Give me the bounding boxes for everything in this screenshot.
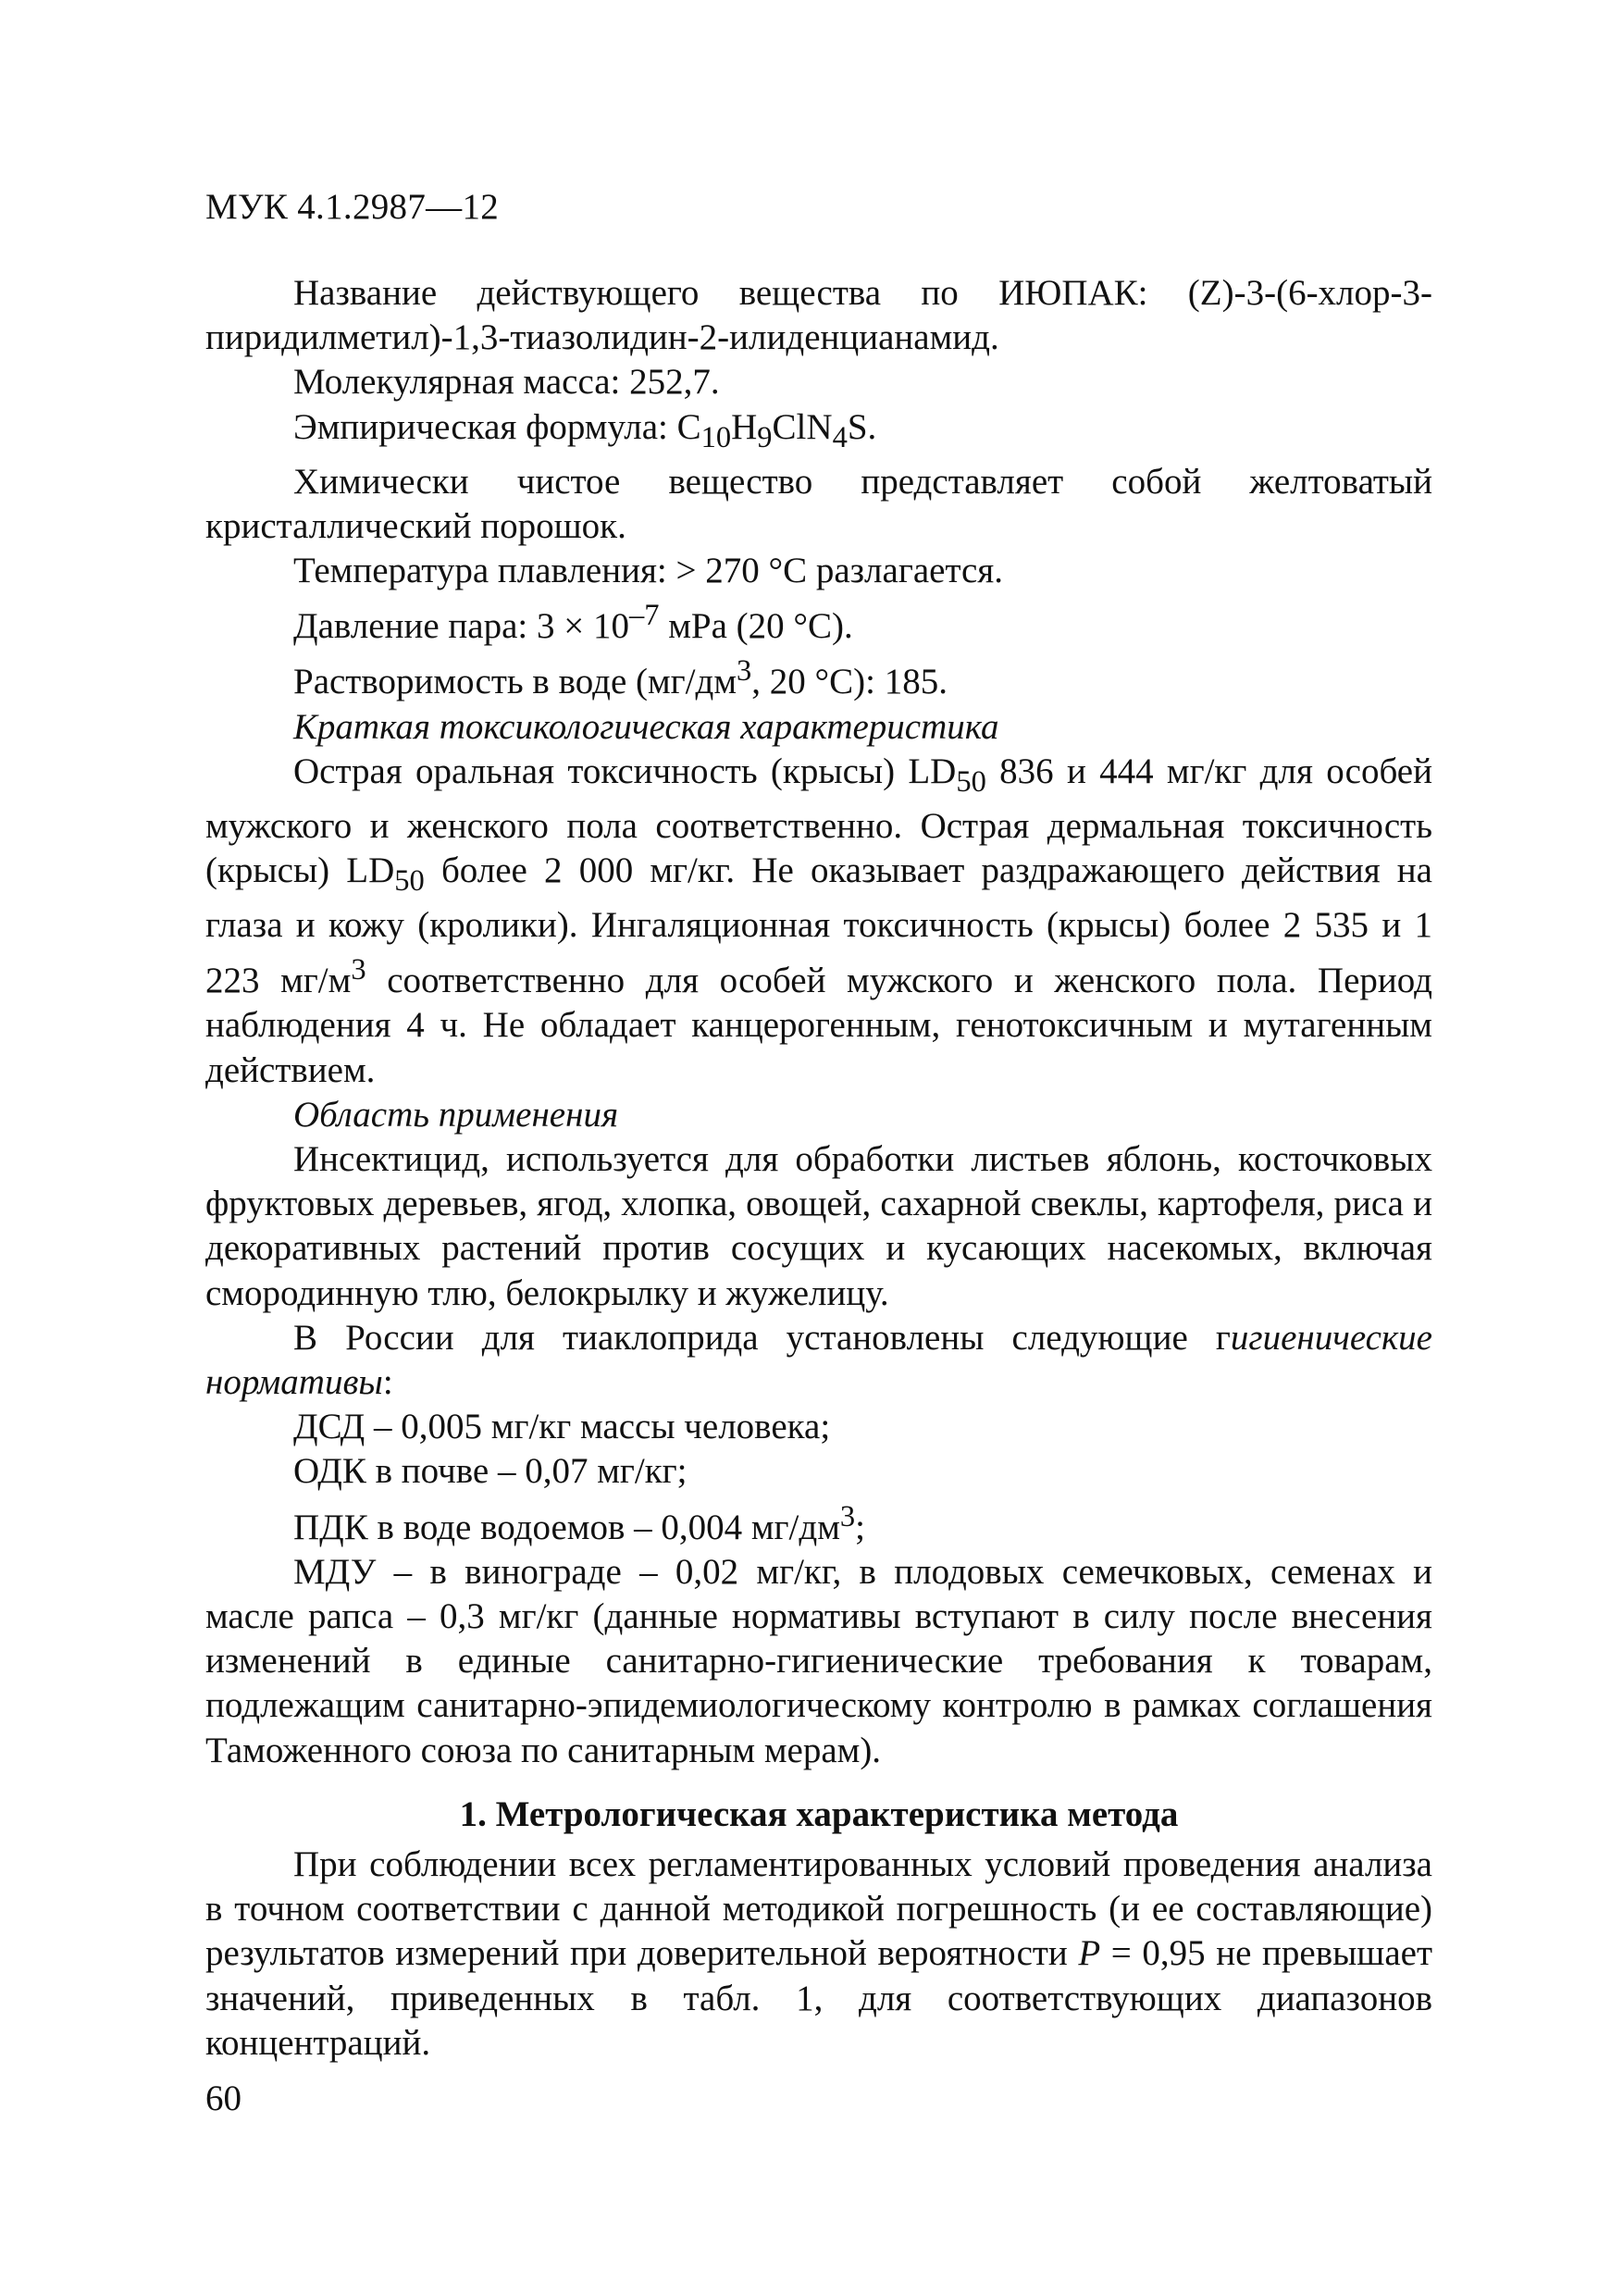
document-code-header: МУК 4.1.2987—12 [205,187,500,227]
toxicology-paragraph: Острая оральная токсичность (крысы) $LD_{50}$ 836 и 444 мг/кг для особей мужского и женского пола соответственно. Острая дермальная токсичность (крысы) $LD_{50}$ более 2 000 мг/кг. Не оказывает раздражающего действия на глаза и кожу (кролики). Ингаляционная токсичность (крысы) более 2 535 и 1 223 $мг/м^3$ соответственно для особей мужского и женского пола. Период наблюдения 4 ч. Не обладает канцерогенным, генотоксичным и мутагенным действием. [205,751,1432,1090]
vapor-pressure: Давление пара: $3 \times 10^{-7}$ мPa (20 °С). [293,599,853,647]
norm-mdu: МДУ – в винограде – 0,02 мг/кг, в плодовых семечковых, семенах и масле рапса – 0,3 мг/кг (данные нормативы вступают в силу после внесения изменений в единые санитарно-гигиенические требования к товарам, подлежащим санитарно-эпидемиологическому контролю в рамках соглашения Таможенного союза по санитарным мерам). [205,1551,1432,1770]
hygienic-norms-intro: В России для тиаклоприда установлены следующие гигиенические нормативы: [205,1317,1432,1403]
toxicology-heading: Краткая токсикологическая характеристика [293,706,999,747]
empirical-formula: Эмпирическая формула: $C_{10}H_9ClN_4S$. [293,406,877,454]
molecular-mass: Молекулярная масса: 252,7. [293,362,720,403]
page-number: 60 [205,2079,242,2118]
application-paragraph: Инсектицид, используется для обработки листьев яблонь, косточковых фруктовых деревьев, ягод, хлопка, овощей, сахарной свеклы, картофеля, риса и декоративных растений против сосущих и кусающих насекомых, включая смородинную тлю, белокрылку и жужелицу. [205,1139,1432,1313]
appearance: Химически чистое вещество представляет собой желтоватый кристаллический порошок. [205,461,1432,546]
application-heading: Область применения [293,1094,619,1135]
norm-odk: ОДК в почве – 0,07 мг/кг; [293,1451,688,1492]
document-body [205,271,1432,2066]
norm-pdk: ПДК в воде водоемов – 0,004 $мг/дм^3$; [293,1499,865,1547]
iupac-name: Название действующего вещества по ИЮПАК: (Z)-3-(6-хлор-3-пиридилметил)-1,3-тиазолидин-2-илиденцианамид. [205,273,1432,358]
water-solubility: Растворимость в воде ($мг/дм^3$, 20 °С): 185. [293,654,948,702]
norm-dsd: ДСД – 0,005 мг/кг массы человека; [293,1407,831,1447]
section-title: 1. Метрологическая характеристика метода [459,1793,1179,1834]
melting-point: Температура плавления: > 270 °С разлагается. [293,551,1003,591]
section-paragraph: При соблюдении всех регламентированных условий проведения анализа в точном соответствии с данной методикой погрешность (и ее составляющие) результатов измерений при доверительной вероятности Р = 0,95 не превышает значений, приведенных в табл. 1, для соответствующих диапазонов концентраций. [205,1843,1433,2063]
